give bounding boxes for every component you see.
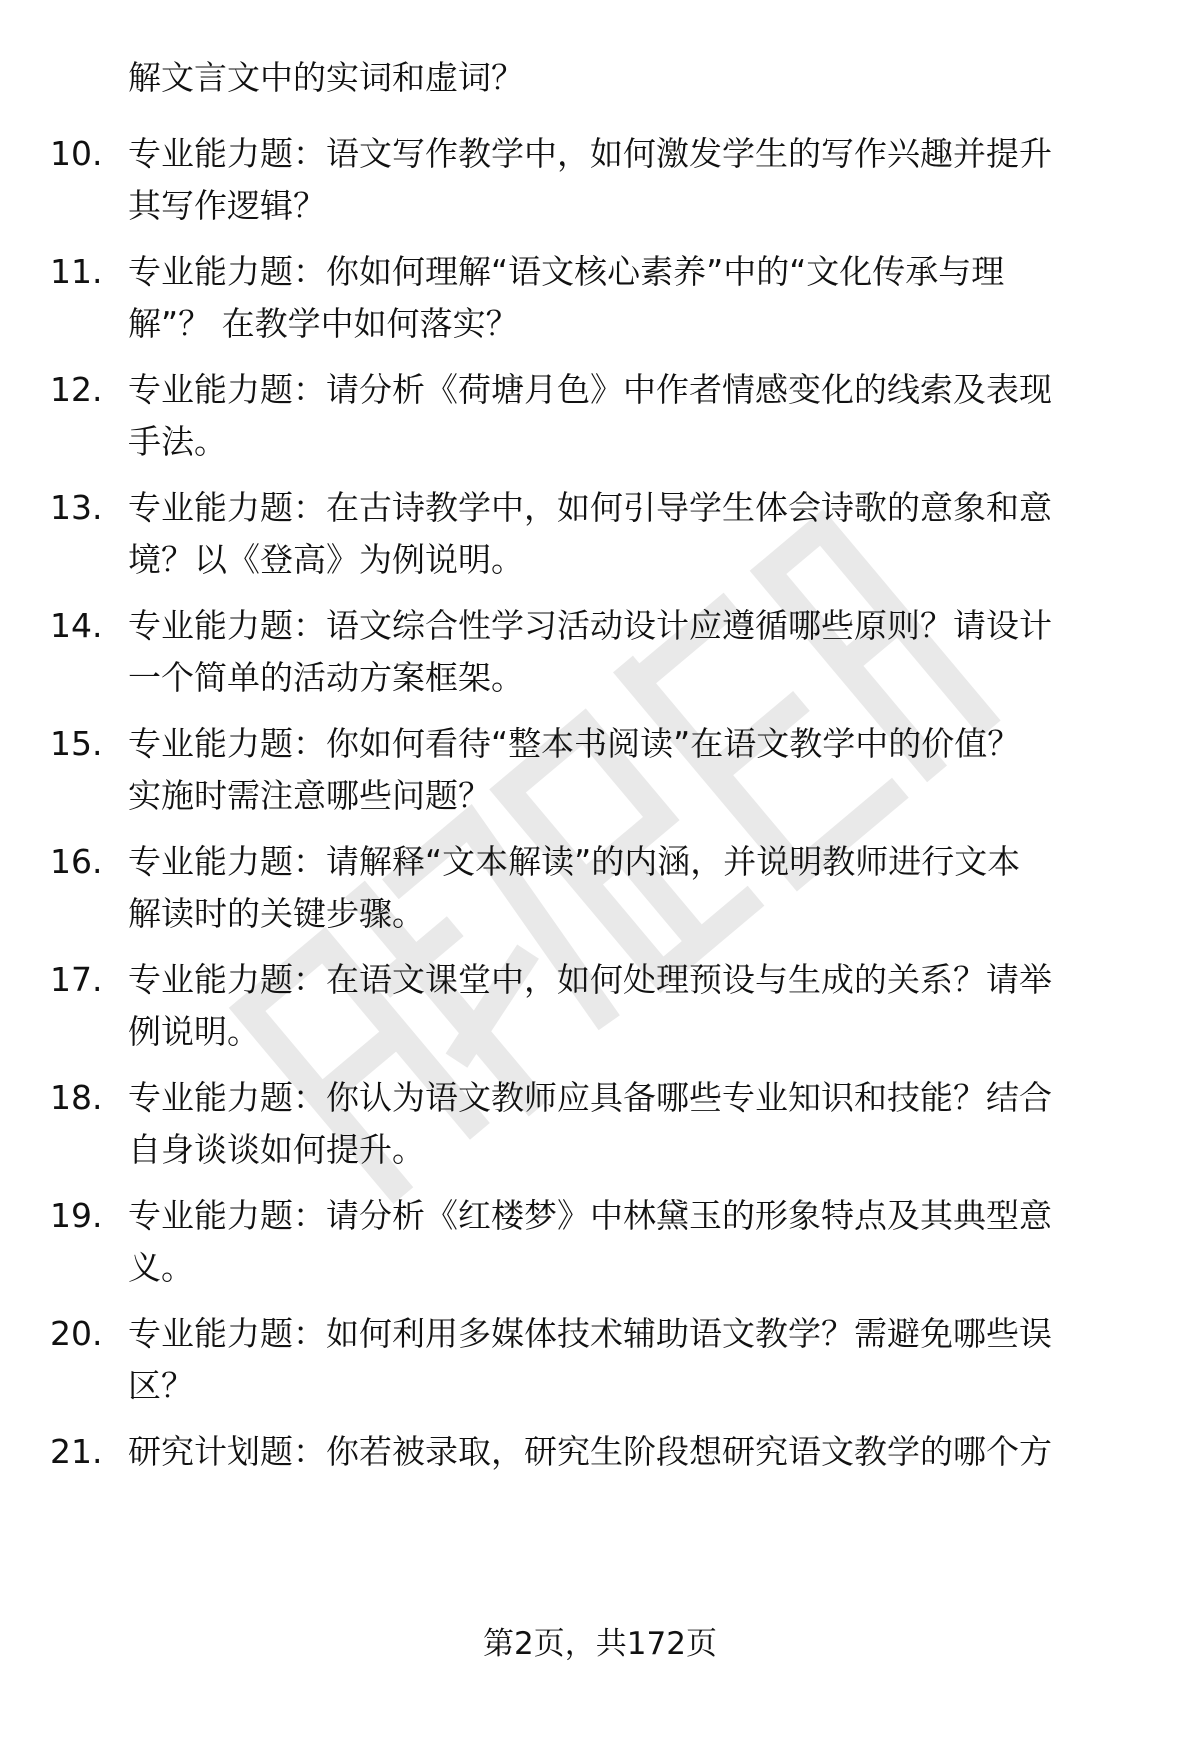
page-number-label: 第2页，共172页 <box>483 1626 717 1662</box>
question-text <box>128 1426 1148 1478</box>
question-text <box>128 128 1148 232</box>
question-text <box>128 1190 1148 1294</box>
page-footer <box>0 1622 1200 1666</box>
question-text <box>128 718 1148 822</box>
question-line: 研究计划题：你若被录取，研究生阶段想研究语文教学的哪个方 <box>128 1432 1052 1471</box>
question-text <box>128 246 1148 350</box>
question-number: 12. <box>50 370 103 409</box>
question-line: 例说明。 <box>128 1012 260 1051</box>
question-line: 解”？ 在教学中如何落实？ <box>128 304 519 343</box>
question-line: 专业能力题：语文写作教学中，如何激发学生的写作兴趣并提升 <box>128 134 1052 173</box>
question-number: 21. <box>50 1432 103 1471</box>
question-number: 20. <box>50 1314 103 1353</box>
question-line: 其写作逻辑？ <box>128 186 326 225</box>
question-line: 专业能力题：请分析《荷塘月色》中作者情感变化的线索及表现 <box>128 370 1052 409</box>
question-line: 义。 <box>128 1248 194 1287</box>
continued-question-text: 解文言文中的实词和虚词？ <box>128 58 524 97</box>
question-text <box>128 1308 1148 1412</box>
question-line: 专业能力题：请解释“文本解读”的内涵，并说明教师进行文本 <box>128 842 1021 881</box>
question-line: 专业能力题：你如何看待“整本书阅读”在语文教学中的价值？ <box>128 724 1021 763</box>
question-number: 16. <box>50 842 103 881</box>
question-text <box>128 836 1148 940</box>
question-line: 专业能力题：在古诗教学中，如何引导学生体会诗歌的意象和意 <box>128 488 1052 527</box>
question-line: 专业能力题：语文综合性学习活动设计应遵循哪些原则？请设计 <box>128 606 1052 645</box>
question-text <box>128 954 1148 1058</box>
question-line: 专业能力题：在语文课堂中，如何处理预设与生成的关系？请举 <box>128 960 1052 999</box>
question-number: 13. <box>50 488 103 527</box>
question-line: 专业能力题：如何利用多媒体技术辅助语文教学？需避免哪些误 <box>128 1314 1052 1353</box>
question-line: 专业能力题：你认为语文教师应具备哪些专业知识和技能？结合 <box>128 1078 1052 1117</box>
question-line: 专业能力题：你如何理解“语文核心素养”中的“文化传承与理 <box>128 252 1005 291</box>
question-text <box>128 600 1148 704</box>
question-number: 18. <box>50 1078 103 1117</box>
question-line: 自身谈谈如何提升。 <box>128 1130 425 1169</box>
question-number: 19. <box>50 1196 103 1235</box>
question-number: 11. <box>50 252 103 291</box>
question-number: 17. <box>50 960 103 999</box>
question-text <box>128 1072 1148 1176</box>
question-line: 区？ <box>128 1366 194 1405</box>
question-text <box>128 364 1148 468</box>
question-number: 15. <box>50 724 103 763</box>
question-line: 手法。 <box>128 422 227 461</box>
question-text <box>128 482 1148 586</box>
question-number: 14. <box>50 606 103 645</box>
question-line: 实施时需注意哪些问题？ <box>128 776 491 815</box>
question-line: 一个简单的活动方案框架。 <box>128 658 524 697</box>
question-line: 解读时的关键步骤。 <box>128 894 425 933</box>
question-line: 专业能力题：请分析《红楼梦》中林黛玉的形象特点及其典型意 <box>128 1196 1052 1235</box>
question-number: 10. <box>50 134 103 173</box>
question-line: 境？以《登高》为例说明。 <box>128 540 524 579</box>
